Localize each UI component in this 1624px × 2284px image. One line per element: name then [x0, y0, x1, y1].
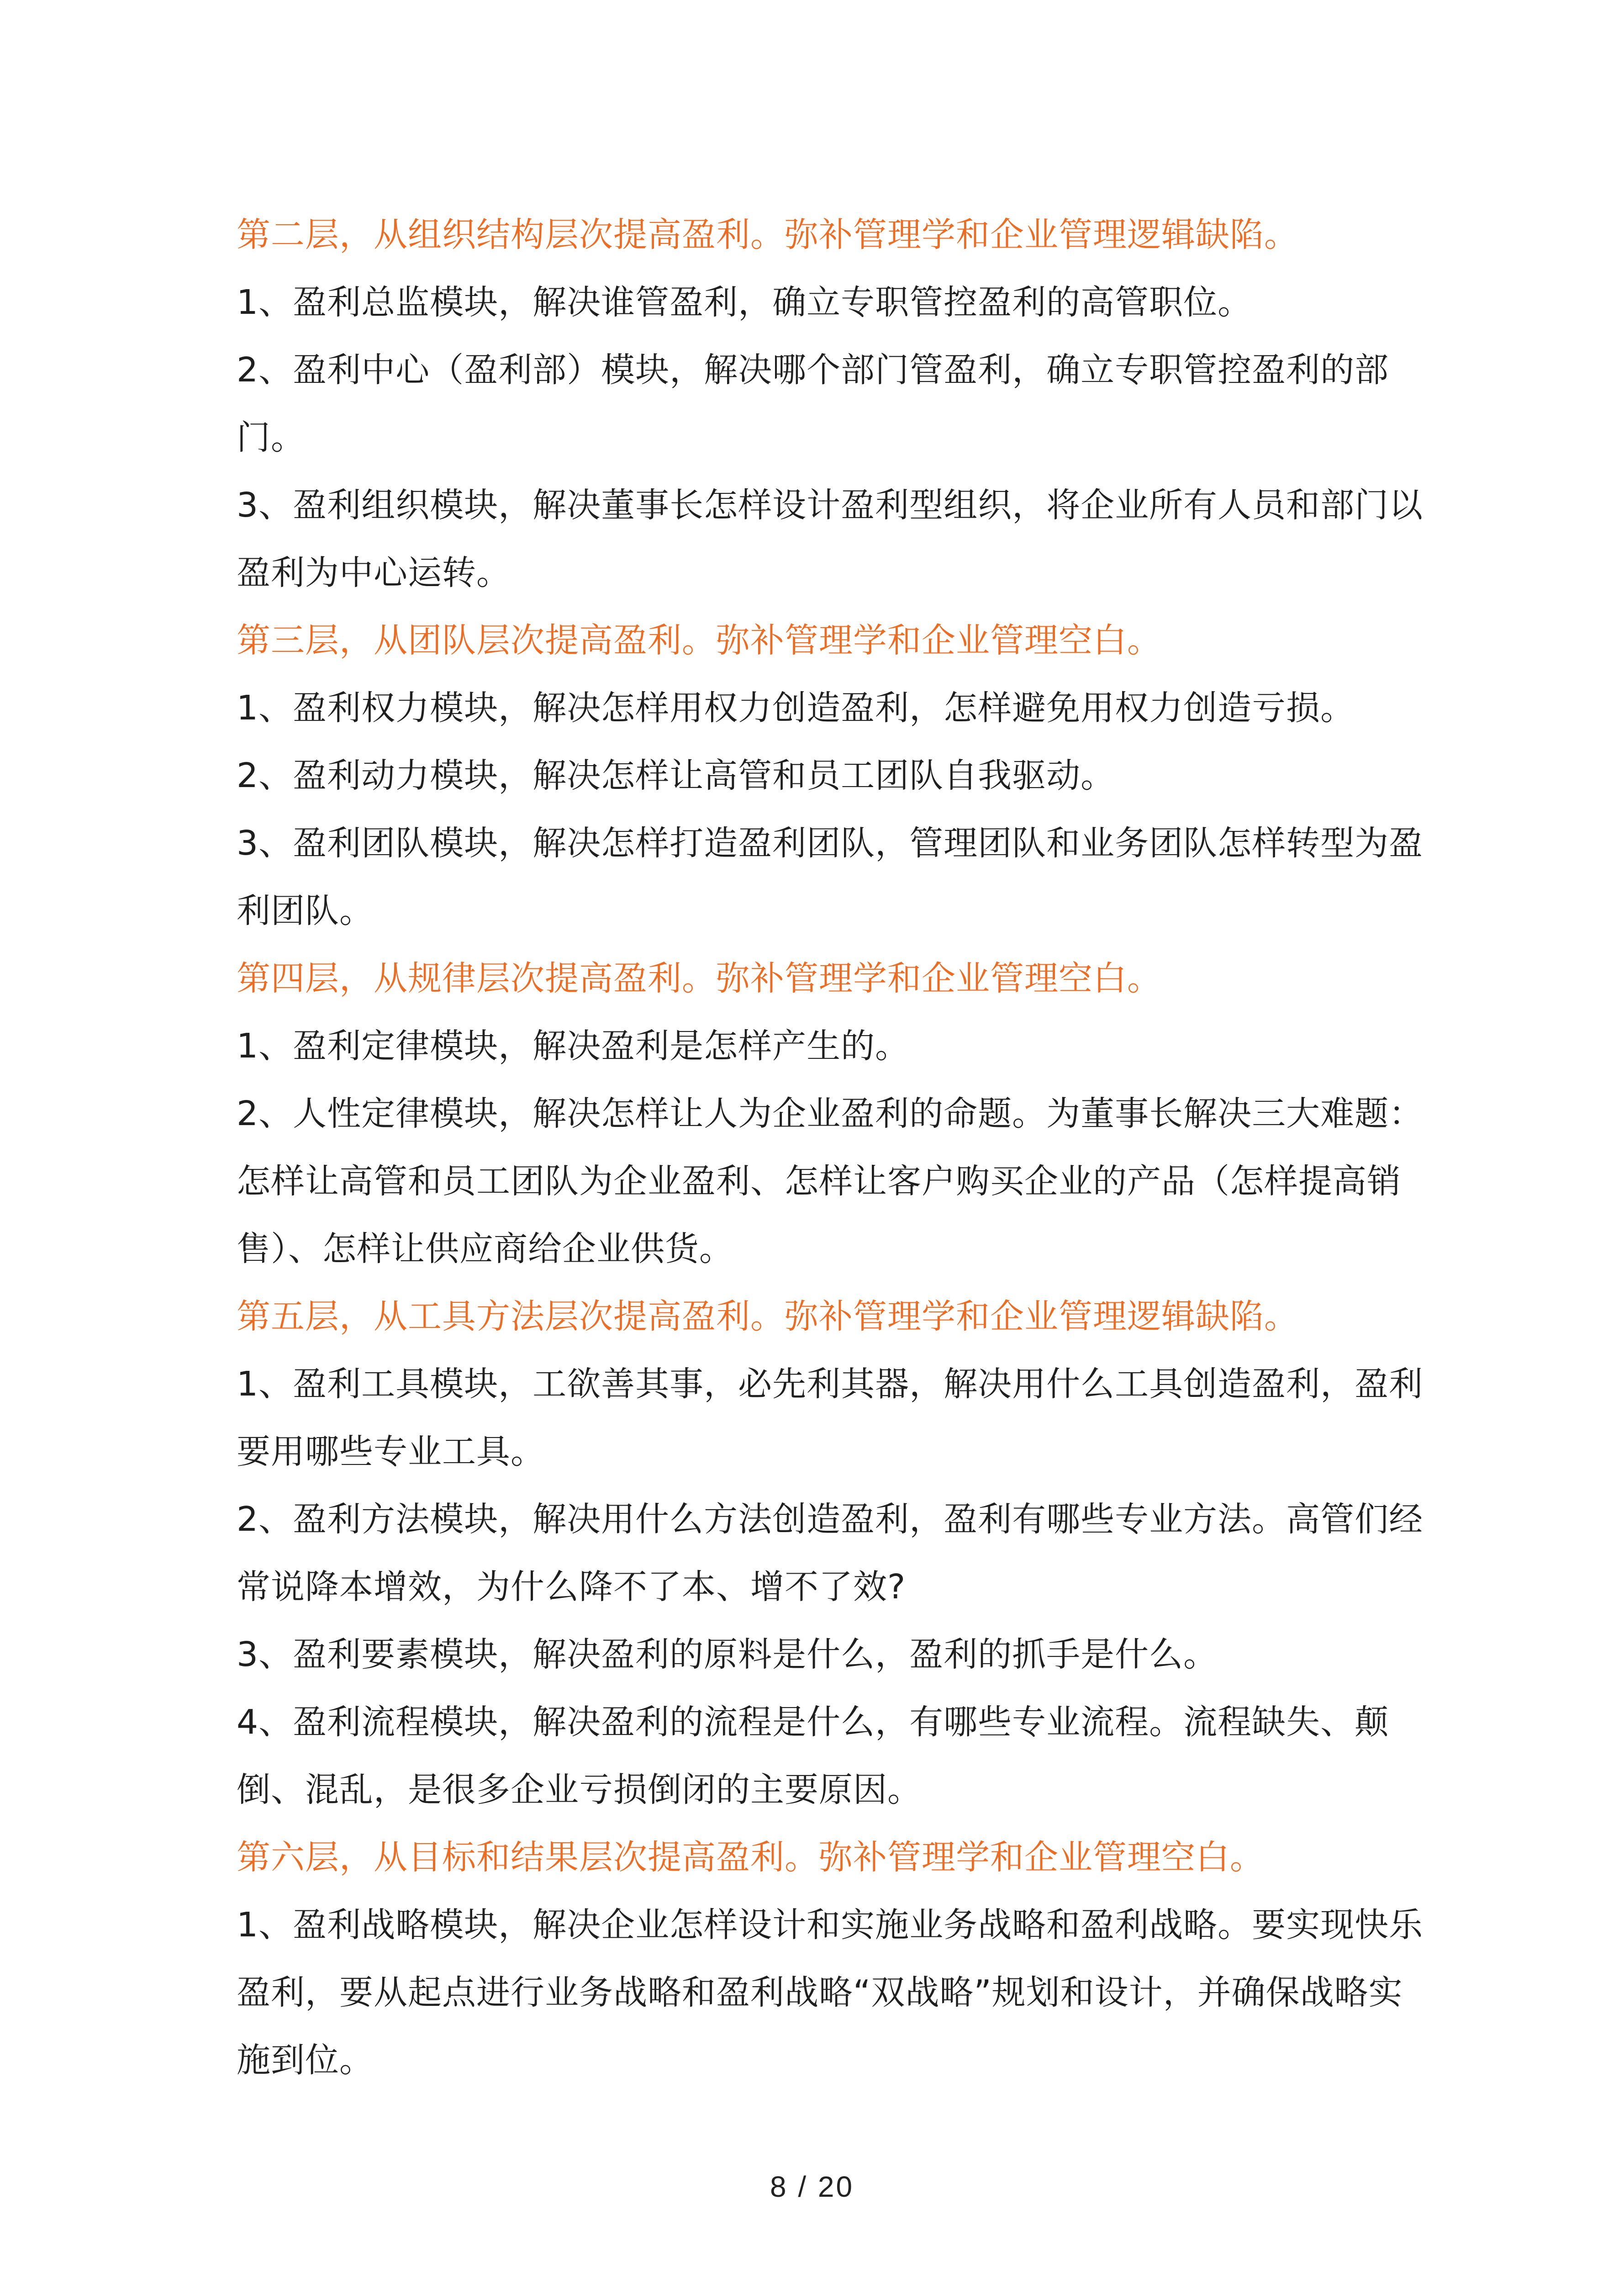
paragraph: 2、盈利动力模块，解决怎样让高管和员工团队自我驱动。 [237, 756, 1115, 795]
paragraph: 1、盈利战略模块，解决企业怎样设计和实施业务战略和盈利战略。要实现快乐盈利，要从起点进行业务战略和盈利战略“双战略”规划和设计，并确保战略实施到位。 [237, 1905, 1424, 2080]
paragraph: 2、人性定律模块，解决怎样让人为企业盈利的命题。为董事长解决三大难题：怎样让高管和员工团队为企业盈利、怎样让客户购买企业的产品（怎样提高销售）、怎样让供应商给企业供货。 [237, 1094, 1424, 1269]
paragraph: 4、盈利流程模块，解决盈利的流程是什么，有哪些专业流程。流程缺失、颠倒、混乱，是很多企业亏损倒闭的主要原因。 [237, 1702, 1389, 1809]
section-heading-layer-5: 第五层，从工具方法层次提高盈利。弥补管理学和企业管理逻辑缺陷。 [237, 1297, 1298, 1336]
section-heading-layer-6: 第六层，从目标和结果层次提高盈利。弥补管理学和企业管理空白。 [237, 1838, 1264, 1877]
paragraph: 3、盈利团队模块，解决怎样打造盈利团队，管理团队和业务团队怎样转型为盈利团队。 [237, 824, 1424, 931]
section-heading-layer-3: 第三层，从团队层次提高盈利。弥补管理学和企业管理空白。 [237, 621, 1161, 660]
section-heading-layer-2: 第二层，从组织结构层次提高盈利。弥补管理学和企业管理逻辑缺陷。 [237, 215, 1298, 254]
paragraph: 1、盈利定律模块，解决盈利是怎样产生的。 [237, 1026, 910, 1066]
document-body [237, 201, 1424, 2094]
paragraph: 1、盈利权力模块，解决怎样用权力创造盈利，怎样避免用权力创造亏损。 [237, 688, 1355, 728]
paragraph: 2、盈利中心（盈利部）模块，解决哪个部门管盈利，确立专职管控盈利的部门。 [237, 350, 1389, 457]
paragraph: 3、盈利要素模块，解决盈利的原料是什么，盈利的抓手是什么。 [237, 1635, 1218, 1674]
paragraph: 1、盈利总监模块，解决谁管盈利，确立专职管控盈利的高管职位。 [237, 283, 1252, 322]
paragraph: 1、盈利工具模块，工欲善其事，必先利其器，解决用什么工具创造盈利，盈利要用哪些专业工具。 [237, 1364, 1424, 1471]
page-number: 8 / 20 [770, 2170, 854, 2203]
paragraph: 2、盈利方法模块，解决用什么方法创造盈利，盈利有哪些专业方法。高管们经常说降本增效，为什么降不了本、增不了效? [237, 1500, 1424, 1607]
paragraph: 3、盈利组织模块，解决董事长怎样设计盈利型组织，将企业所有人员和部门以盈利为中心运转。 [237, 486, 1424, 592]
section-heading-layer-4: 第四层，从规律层次提高盈利。弥补管理学和企业管理空白。 [237, 959, 1161, 998]
